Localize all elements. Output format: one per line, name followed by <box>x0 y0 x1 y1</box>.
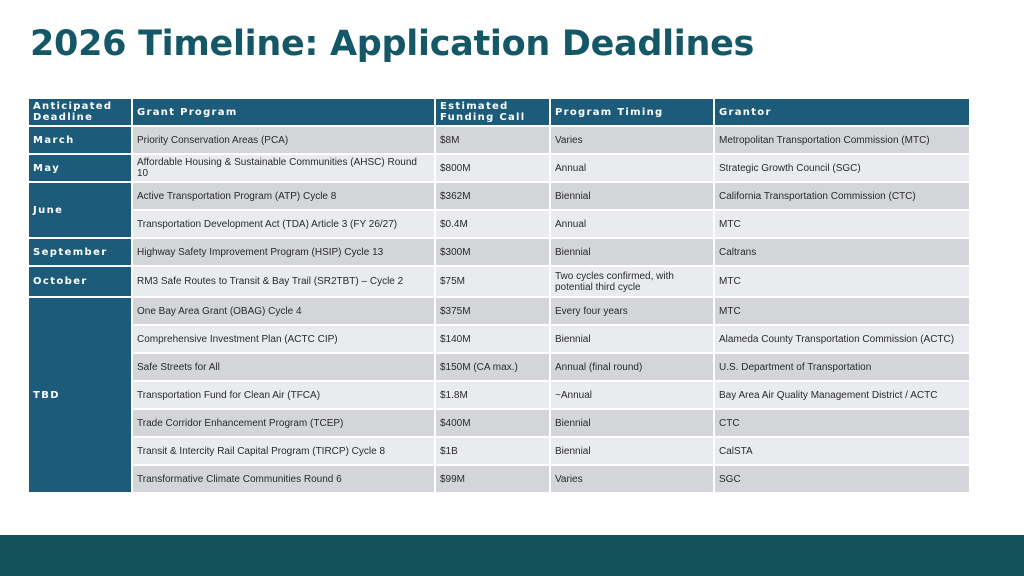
footer-bar <box>0 535 1024 576</box>
header-funding <box>435 99 550 126</box>
timing-cell: ~Annual <box>550 381 714 409</box>
timing-cell: Biennial <box>550 437 714 465</box>
grantor-cell: Strategic Growth Council (SGC) <box>714 154 970 182</box>
header-grantor: Grantor <box>714 99 970 126</box>
funding-cell: $1.8M <box>435 381 550 409</box>
timing-cell: Annual (final round) <box>550 353 714 381</box>
table-row <box>29 266 970 297</box>
header-timing: Program Timing <box>550 99 714 126</box>
table-row <box>29 238 970 266</box>
program-cell: Transportation Fund for Clean Air (TFCA) <box>132 381 435 409</box>
funding-cell: $375M <box>435 297 550 325</box>
timing-cell: Biennial <box>550 325 714 353</box>
funding-cell: $362M <box>435 182 550 210</box>
grantor-cell: Metropolitan Transportation Commission (MTC) <box>714 126 970 154</box>
grantor-cell: MTC <box>714 266 970 297</box>
grantor-cell: CalSTA <box>714 437 970 465</box>
funding-cell: $150M (CA max.) <box>435 353 550 381</box>
program-cell: Highway Safety Improvement Program (HSIP) Cycle 13 <box>132 238 435 266</box>
deadline-cell: May <box>29 154 132 182</box>
header-program: Grant Program <box>132 99 435 126</box>
program-cell: RM3 Safe Routes to Transit & Bay Trail (SR2TBT) – Cycle 2 <box>132 266 435 297</box>
header-deadline-line2: Deadline <box>33 112 94 123</box>
grantor-cell: MTC <box>714 297 970 325</box>
grantor-cell: Alameda County Transportation Commission (ACTC) <box>714 325 970 353</box>
timing-cell: Annual <box>550 210 714 238</box>
funding-cell: $0.4M <box>435 210 550 238</box>
grantor-cell: SGC <box>714 465 970 493</box>
program-cell: Transit & Intercity Rail Capital Program (TIRCP) Cycle 8 <box>132 437 435 465</box>
deadline-cell: September <box>29 238 132 266</box>
table-row <box>29 325 970 353</box>
header-funding-line1: Estimated <box>440 101 509 112</box>
funding-cell: $800M <box>435 154 550 182</box>
timing-cell: Biennial <box>550 182 714 210</box>
table-row <box>29 353 970 381</box>
funding-cell: $400M <box>435 409 550 437</box>
program-cell: Priority Conservation Areas (PCA) <box>132 126 435 154</box>
deadline-cell: TBD <box>29 297 132 493</box>
funding-cell: $8M <box>435 126 550 154</box>
program-cell: Safe Streets for All <box>132 353 435 381</box>
grantor-cell: U.S. Department of Transportation <box>714 353 970 381</box>
grantor-cell: Caltrans <box>714 238 970 266</box>
table-header-row <box>29 99 970 126</box>
timing-cell: Biennial <box>550 409 714 437</box>
table-row <box>29 437 970 465</box>
deadlines-table <box>29 99 971 494</box>
timing-cell: Varies <box>550 465 714 493</box>
header-funding-line2: Funding Call <box>440 112 526 123</box>
header-deadline <box>29 99 132 126</box>
funding-cell: $140M <box>435 325 550 353</box>
grantor-cell: MTC <box>714 210 970 238</box>
funding-cell: $1B <box>435 437 550 465</box>
program-cell: Comprehensive Investment Plan (ACTC CIP) <box>132 325 435 353</box>
deadline-cell: June <box>29 182 132 238</box>
timing-cell: Annual <box>550 154 714 182</box>
table-row <box>29 210 970 238</box>
timing-cell: Varies <box>550 126 714 154</box>
program-cell: Trade Corridor Enhancement Program (TCEP) <box>132 409 435 437</box>
table-row <box>29 381 970 409</box>
header-deadline-line1: Anticipated <box>33 101 113 112</box>
program-cell: Affordable Housing & Sustainable Communities (AHSC) Round 10 <box>132 154 435 182</box>
deadline-cell: October <box>29 266 132 297</box>
table-row <box>29 126 970 154</box>
deadline-cell: March <box>29 126 132 154</box>
table-row <box>29 465 970 493</box>
grantor-cell: CTC <box>714 409 970 437</box>
page-title: 2026 Timeline: Application Deadlines <box>30 24 755 64</box>
funding-cell: $300M <box>435 238 550 266</box>
program-cell: One Bay Area Grant (OBAG) Cycle 4 <box>132 297 435 325</box>
timing-cell: Biennial <box>550 238 714 266</box>
program-cell: Transportation Development Act (TDA) Article 3 (FY 26/27) <box>132 210 435 238</box>
funding-cell: $99M <box>435 465 550 493</box>
grantor-cell: California Transportation Commission (CTC) <box>714 182 970 210</box>
funding-cell: $75M <box>435 266 550 297</box>
table-row <box>29 154 970 182</box>
program-cell: Transformative Climate Communities Round 6 <box>132 465 435 493</box>
table-row <box>29 297 970 325</box>
timing-cell: Every four years <box>550 297 714 325</box>
timing-cell: Two cycles confirmed, with potential third cycle <box>550 266 714 297</box>
grantor-cell: Bay Area Air Quality Management District / ACTC <box>714 381 970 409</box>
table-row <box>29 182 970 210</box>
program-cell: Active Transportation Program (ATP) Cycle 8 <box>132 182 435 210</box>
table-row <box>29 409 970 437</box>
